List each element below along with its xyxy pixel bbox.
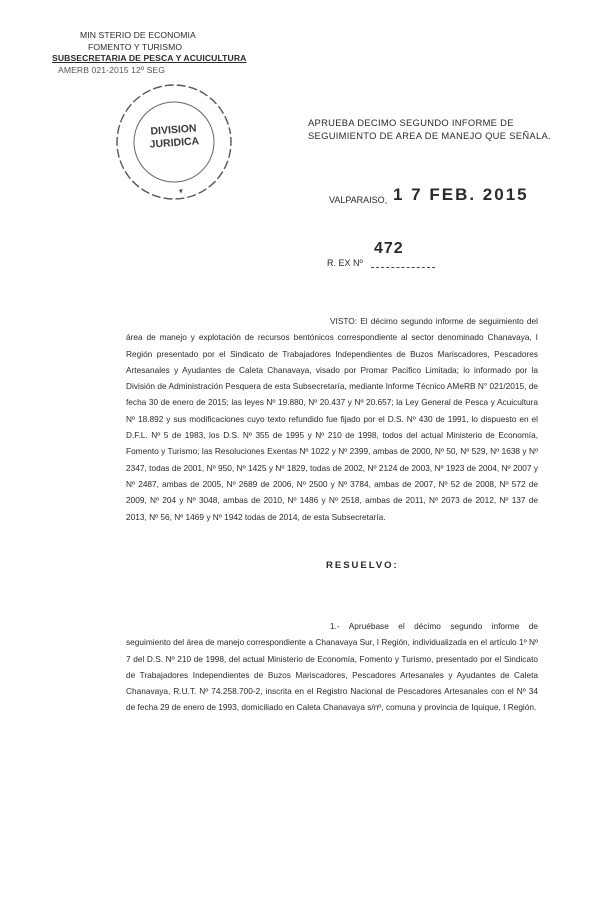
subject [308, 117, 558, 142]
visto-paragraph [126, 313, 538, 525]
exento-underline [371, 267, 435, 268]
visto-label: VISTO: [330, 316, 358, 326]
article-1-number: 1.- [330, 621, 340, 631]
letterhead-subsecretaria: SUBSECRETARIA DE PESCA Y ACUICULTURA [52, 53, 247, 63]
subject-line-2: SEGUIMIENTO DE AREA DE MANEJO QUE SEÑALA. [308, 129, 551, 141]
division-juridica-stamp [112, 80, 236, 204]
stamp-line-2: JURIDICA [149, 135, 200, 151]
stamp-line-1: DIVISION [150, 122, 197, 138]
letterhead [52, 30, 268, 76]
letterhead-ministry-2: FOMENTO Y TURISMO [88, 41, 183, 52]
letterhead-ministry: MIN STERIO DE ECONOMIA [80, 30, 196, 40]
visto-text: El décimo segundo informe de seguimiento del área de manejo y explotación de recursos bentónicos correspondiente al sector denominado Chanavaya, I Región presentado por el Sindicato de Trabajadores Independientes de Buzos Mariscadores, Pescadores Artesanales y Ayudantes de Caleta Chanavaya, visado por Promar Pacifico Limitada; lo informado por la División de Administración Pesquera de esta Subsecretaría, mediante Informe Técnico AMeRB N° 021/2015, de fecha 30 de enero de 2015; las leyes Nº 19.880, Nº 20.437 y Nº 20.657; la Ley General de Pesca y Acuicultura Nº 18.892 y sus modificaciones cuyo texto refundido fue fijado por el D.S. Nº 430 de 1991, lo dispuesto en el D.F.L. Nº 5 de 1983, los D.S. Nº 355 de 1995 y Nº 210 de 1998, todos del actual Ministerio de Economía, Fomento y Turismo; las Resoluciones Exentas Nº 1022 y Nº 2399, ambas de 2000, Nº 50, Nº 529, Nº 1638 y Nº 2347, todas de 2001, Nº 950, Nº 1425 y Nº 1829, todas de 2002, Nº 2124 de 2003, Nº 1923 de 2004, Nº 2007 y Nº 2487, ambas de 2005, Nº 2689 de 2006, Nº 2500 y Nº 3784, ambas de 2007, Nº 52 de 2008, Nº 572 de 2009, Nº 204 y Nº 3048, ambas de 2010, Nº 1486 y Nº 2518, ambas de 2011, Nº 2073 de 2012, Nº 137 de 2013, Nº 56, Nº 1469 y Nº 1942 todas de 2014, de esta Subsecretaría. [126, 316, 538, 522]
resuelvo-heading: RESUELVO: [326, 560, 399, 571]
subject-line-1: APRUEBA DECIMO SEGUNDO INFORME DE [308, 117, 514, 128]
exento-label: R. EX Nº [327, 258, 363, 268]
place-label: VALPARAISO, [329, 195, 388, 205]
article-1-paragraph [126, 618, 538, 716]
date-stamp: 1 7 FEB. 2015 [393, 185, 529, 204]
exento-number: 472 [374, 240, 404, 257]
letterhead-reference: AMERB 021-2015 12º SEG [58, 64, 166, 75]
article-1-text: Apruébase el décimo segundo informe de seguimiento del área de manejo correspondiente a Chanavaya Sur, I Región, individualizada en el artículo 1º Nº 7 del D.S. Nº 210 de 1998, del actual Ministerio de Economía, Fomento y Turismo, presentado por el Sindicato de Trabajadores Independientes de Buzos Mariscadores, Pescadores Artesanales y Ayudantes de Caleta Chanavaya, R.U.T. Nº 74.258.700-2, inscrita en el Registro Nacional de Pescadores Artesanales con el Nº 34 de fecha 29 de enero de 1993, domiciliado en Caleta Chanavaya s/nº, comuna y provincia de Iquique, I Región. [126, 621, 538, 713]
